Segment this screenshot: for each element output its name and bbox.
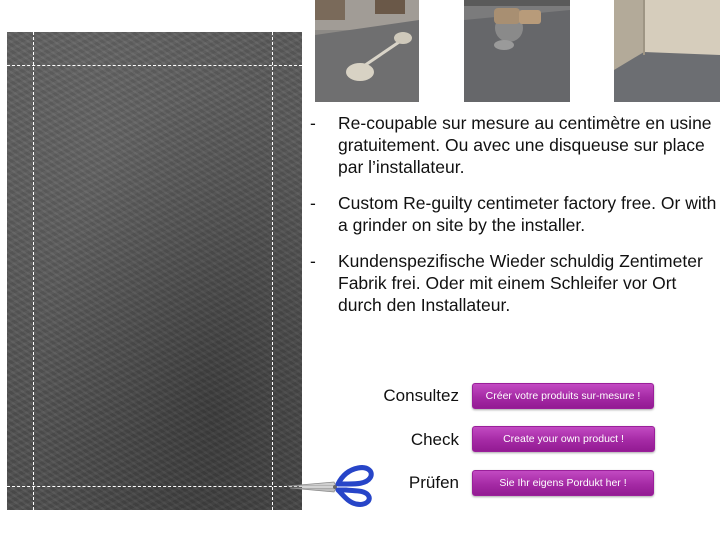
feature-list (307, 112, 717, 330)
list-item (307, 192, 717, 236)
bullet-dash: - (310, 251, 316, 271)
bullet-text: Kundenspezifische Wieder schuldig Zentimeter Fabrik frei. Oder mit einem Schleifer vor Ort durch den Installateur. (338, 251, 703, 315)
consult-label: Consultez (383, 386, 459, 405)
photo-grinder-cutting (464, 0, 570, 102)
list-item (307, 112, 717, 178)
photo-installed-floor (614, 0, 720, 102)
check-label: Check (410, 430, 459, 449)
scissors-icon (286, 462, 376, 513)
pruefen-label: Prüfen (408, 473, 459, 492)
bullet-text: Re-coupable sur mesure au centimètre en usine gratuitement. Ou avec une disqueuse sur place par l’installateur. (338, 113, 712, 177)
bullet-dash: - (310, 193, 316, 213)
create-product-en-button[interactable]: Create your own product ! (472, 426, 655, 452)
slate-panel-image (7, 32, 302, 510)
bullet-text: Custom Re-guilty centimeter factory free. Or with a grinder on site by the installer. (338, 193, 717, 235)
bullet-dash: - (310, 113, 316, 133)
create-product-de-button[interactable]: Sie Ihr eigens Pordukt her ! (472, 470, 654, 496)
cut-guide-top (7, 65, 302, 66)
cut-guide-right (272, 32, 273, 510)
cut-guide-left (33, 32, 34, 510)
create-product-fr-button[interactable]: Créer votre produits sur-mesure ! (472, 383, 654, 409)
list-item (307, 250, 717, 316)
cut-guide-bottom (7, 486, 302, 487)
photo-measuring (315, 0, 419, 102)
